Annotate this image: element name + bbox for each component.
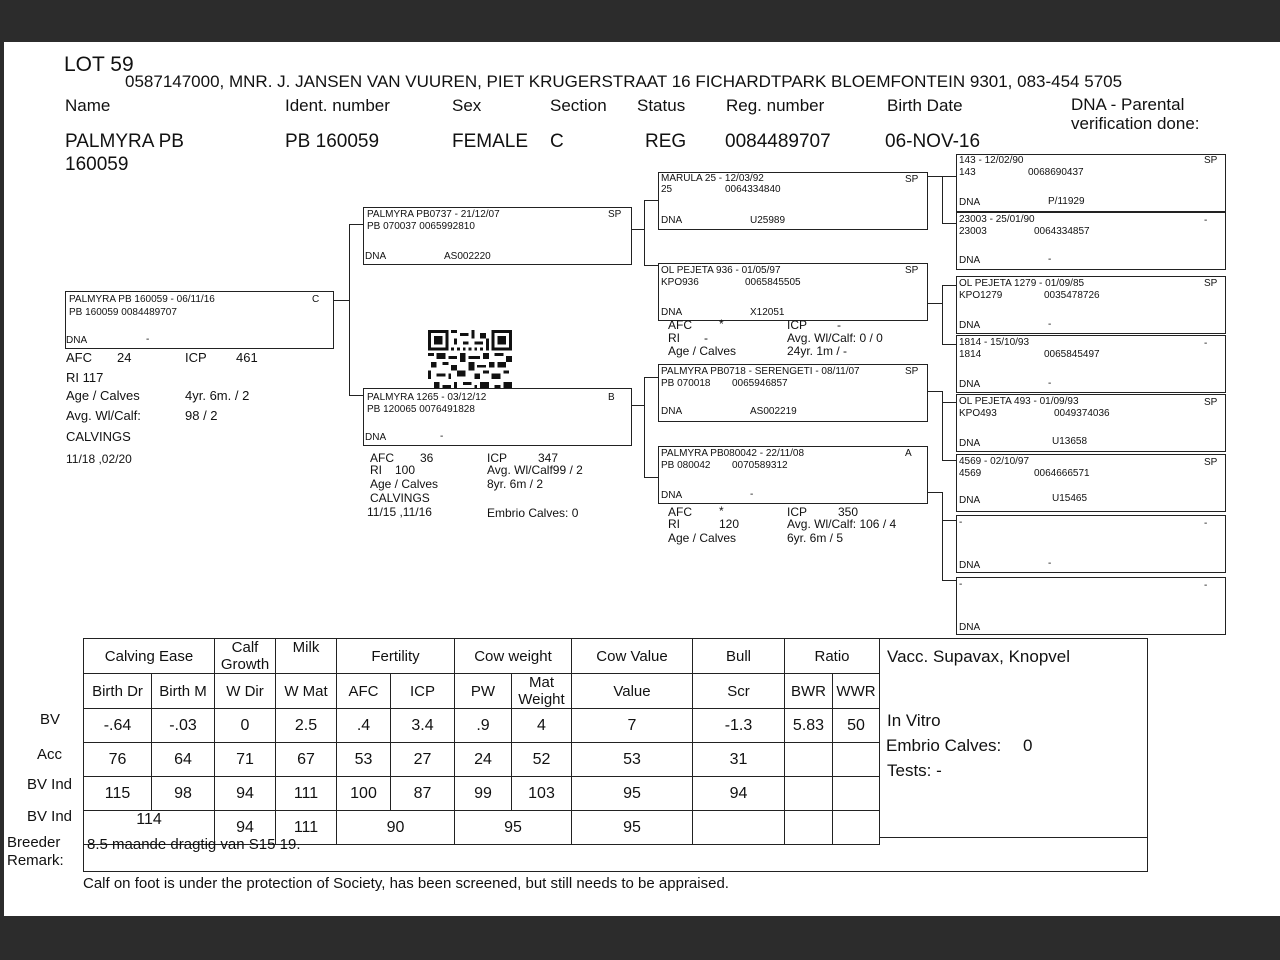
ggp-id1: 4569 <box>959 468 982 479</box>
gp-id2: 0070589312 <box>732 460 788 471</box>
ggp-id1: 23003 <box>959 226 987 237</box>
subject-calvings: 11/18 ,02/20 <box>66 452 132 466</box>
gp-grade: A <box>905 448 912 459</box>
gp4-ri: 120 <box>719 517 740 531</box>
cell: 4 <box>512 709 572 743</box>
ggp-grade: SP <box>1204 278 1218 289</box>
cell: 76 <box>84 743 152 777</box>
calf-growth-line1: Calf <box>231 639 259 656</box>
cell: 94 <box>215 777 276 811</box>
notes-panel <box>880 638 1148 838</box>
ggp-grade: - <box>1204 580 1208 591</box>
ggp-id2: 0049374036 <box>1054 408 1110 419</box>
dam-dna-label: DNA <box>365 432 387 443</box>
ggp-dna-label: DNA <box>959 495 981 506</box>
gp-id1: PB 080042 <box>661 460 711 471</box>
col-birth: Birth Date <box>887 96 963 115</box>
cell: 100 <box>337 777 391 811</box>
sire-grade: SP <box>608 209 622 220</box>
animal-sex: FEMALE <box>452 131 529 152</box>
lot-title: LOT 59 <box>64 53 134 76</box>
cell: 3.4 <box>391 709 455 743</box>
cell: 103 <box>512 777 572 811</box>
ggp-dna-label: DNA <box>959 197 981 208</box>
gp2-icp-label: ICP <box>787 318 808 332</box>
gp-dna: X12051 <box>750 307 785 318</box>
sub-afc: AFC <box>337 674 391 709</box>
remark-text: 8.5 maande dragtig van S15 19. <box>87 836 301 853</box>
gp-id1: 25 <box>661 184 673 195</box>
col-reg: Reg. number <box>726 96 825 115</box>
sub-w-dir: W Dir <box>215 674 276 709</box>
dam-grade: B <box>608 392 615 403</box>
sub-scr: Scr <box>693 674 785 709</box>
gp-title: OL PEJETA 936 - 01/05/97 <box>661 265 781 276</box>
animal-status: REG <box>645 131 687 152</box>
gp-dna-label: DNA <box>661 406 683 417</box>
cell: 115 <box>84 777 152 811</box>
subject-wl-label: Avg. Wl/Calf: <box>66 408 141 423</box>
cell: 90 <box>337 811 455 845</box>
ggp-dna-label: DNA <box>959 255 981 266</box>
gp-dna: AS002219 <box>750 406 797 417</box>
sire-dna: AS002220 <box>444 251 491 262</box>
ggp-grade: SP <box>1204 397 1218 408</box>
gp-dna: - <box>750 489 754 500</box>
ggp-dna: U13658 <box>1052 436 1088 447</box>
great-grandparent-box <box>956 154 1226 212</box>
ggp-dna-label: DNA <box>959 379 981 390</box>
cell: -.03 <box>152 709 215 743</box>
cell: 95 <box>455 811 572 845</box>
group-cow-weight: Cow weight <box>455 639 572 674</box>
sub-mat-weight <box>512 674 572 709</box>
sub-w-mat: W Mat <box>276 674 337 709</box>
sub-birth-m: Birth M <box>152 674 215 709</box>
dam-icp-label: ICP <box>487 451 508 465</box>
embrio-label: Embrio Calves: <box>886 736 1002 755</box>
ggp-id2: 0035478726 <box>1044 290 1100 301</box>
gp4-icp-label: ICP <box>787 505 808 519</box>
gp-title: MARULA 25 - 12/03/92 <box>661 173 764 184</box>
ggp-id2: 0065845497 <box>1044 349 1100 360</box>
gp2-age-label: Age / Calves <box>668 344 737 358</box>
ggp-dna: - <box>1048 254 1052 265</box>
gp-grade: SP <box>905 265 919 276</box>
ggp-title: 1814 - 15/10/93 <box>959 337 1030 348</box>
calf-growth-line2: Growth <box>220 656 270 673</box>
dam-wl: Avg. Wl/Calf99 / 2 <box>487 463 583 477</box>
ggp-title: 23003 - 25/01/90 <box>959 214 1035 225</box>
col-dna-1: DNA - Parental <box>1071 95 1185 114</box>
cell: 27 <box>391 743 455 777</box>
subject-ri: RI 117 <box>66 370 104 385</box>
vacc-text: Vacc. Supavax, Knopvel <box>887 647 1071 666</box>
cell: 94 <box>693 777 785 811</box>
cell: .4 <box>337 709 391 743</box>
remark-box <box>83 836 1148 872</box>
ggp-dna-label: DNA <box>959 438 981 449</box>
gp4-afc: * <box>719 504 724 518</box>
ggp-dna-label: DNA <box>959 622 981 633</box>
grandparent-box <box>658 446 928 504</box>
col-section: Section <box>550 96 607 115</box>
ggp-id1: KPO493 <box>959 408 997 419</box>
ggp-grade: - <box>1204 518 1208 529</box>
gp2-ri: - <box>704 331 708 345</box>
col-ident: Ident. number <box>285 96 390 115</box>
subject-icp-label: ICP <box>185 350 207 365</box>
dam-title: PALMYRA 1265 - 03/12/12 <box>367 392 487 403</box>
ggp-id1: 143 <box>959 167 976 178</box>
ggp-dna-label: DNA <box>959 320 981 331</box>
ggp-dna-label: DNA <box>959 560 981 571</box>
tests-text: Tests: - <box>887 761 942 780</box>
cell <box>833 743 880 777</box>
gp-grade: SP <box>905 174 919 185</box>
sub-wwr: WWR <box>833 674 880 709</box>
subject-dna-value: - <box>146 334 150 345</box>
animal-section: C <box>550 131 564 152</box>
group-milk: Milk <box>276 639 337 674</box>
great-grandparent-box <box>956 577 1226 635</box>
row-bv-ind <box>84 777 880 811</box>
ggp-id1: KPO1279 <box>959 290 1003 301</box>
ggp-grade: - <box>1204 215 1208 226</box>
gp-id1: KPO936 <box>661 277 699 288</box>
group-cow-value: Cow Value <box>572 639 693 674</box>
dam-age-label: Age / Calves <box>370 477 439 491</box>
animal-name-2: 160059 <box>65 154 129 175</box>
dam-ids: PB 120065 0076491828 <box>367 404 475 415</box>
great-grandparent-box <box>956 335 1226 393</box>
cell: -.64 <box>84 709 152 743</box>
gp-dna-label: DNA <box>661 307 683 318</box>
cell: 31 <box>693 743 785 777</box>
ggp-title: 4569 - 02/10/97 <box>959 456 1030 467</box>
gp-dna-label: DNA <box>661 215 683 226</box>
ggp-id2: 0064334857 <box>1034 226 1090 237</box>
gp2-wl: Avg. Wl/Calf: 0 / 0 <box>787 331 883 345</box>
gp2-icp: - <box>837 318 841 332</box>
subject-ids: PB 160059 0084489707 <box>69 307 177 318</box>
gp2-age: 24yr. 1m / - <box>787 344 848 358</box>
sub-bwr: BWR <box>785 674 833 709</box>
great-grandparent-box <box>956 394 1226 452</box>
ggp-dna: U15465 <box>1052 493 1088 504</box>
sub-pw: PW <box>455 674 512 709</box>
ggp-dna: - <box>1048 319 1052 330</box>
subject-grade: C <box>312 294 320 305</box>
gp2-afc: * <box>719 317 724 331</box>
cell: 95 <box>572 777 693 811</box>
grandparent-box <box>658 263 928 321</box>
ggp-title: - <box>959 579 963 590</box>
gp2-afc-label: AFC <box>668 318 692 332</box>
great-grandparent-box <box>956 454 1226 512</box>
group-bull: Bull <box>693 639 785 674</box>
ggp-id1: 1814 <box>959 349 982 360</box>
sire-box <box>363 207 632 265</box>
cell: 98 <box>152 777 215 811</box>
ggp-grade: SP <box>1204 457 1218 468</box>
gp-dna-label: DNA <box>661 490 683 501</box>
ggp-title: 143 - 12/02/90 <box>959 155 1024 166</box>
dam-ri: 100 <box>395 463 416 477</box>
cell <box>833 777 880 811</box>
cell: 64 <box>152 743 215 777</box>
cell: 95 <box>572 811 693 845</box>
subject-icp: 461 <box>236 350 258 365</box>
row-label-bv-ind: BV Ind <box>27 776 73 793</box>
subject-title: PALMYRA PB 160059 - 06/11/16 <box>69 294 215 305</box>
in-vitro-text: In Vitro <box>887 711 941 730</box>
remark-label-1: Breeder <box>7 834 61 851</box>
animal-reg: 0084489707 <box>725 131 831 152</box>
cell: 111 <box>276 777 337 811</box>
cell: 87 <box>391 777 455 811</box>
cell: 52 <box>512 743 572 777</box>
cell: 94 <box>215 811 276 845</box>
dam-afc: 36 <box>420 451 434 465</box>
subject-age-label: Age / Calves <box>66 388 140 403</box>
gp4-age-label: Age / Calves <box>668 531 737 545</box>
grandparent-box <box>658 364 928 422</box>
breeding-values-table <box>83 638 880 845</box>
cell: 53 <box>337 743 391 777</box>
ggp-id2: 0064666571 <box>1034 468 1090 479</box>
gp-id2: 0065845505 <box>745 277 801 288</box>
cell <box>785 743 833 777</box>
cell: 0 <box>215 709 276 743</box>
cell <box>785 777 833 811</box>
dam-embrio: Embrio Calves: 0 <box>487 506 579 520</box>
ggp-dna: - <box>1048 558 1052 569</box>
embrio-value: 0 <box>1023 736 1033 755</box>
subject-afc-label: AFC <box>66 350 92 365</box>
grandparent-box <box>658 172 928 230</box>
cell: 24 <box>455 743 512 777</box>
col-name: Name <box>65 96 111 115</box>
row-label-bv-ind-2: BV Ind <box>27 808 73 825</box>
sire-dna-label: DNA <box>365 251 387 262</box>
row-bv <box>84 709 880 743</box>
ggp-grade: SP <box>1204 155 1218 166</box>
ggp-dna: P/11929 <box>1048 196 1085 207</box>
sub-value: Value <box>572 674 693 709</box>
ggp-grade: - <box>1204 338 1208 349</box>
sub-birth-dr: Birth Dr <box>84 674 152 709</box>
cell: -1.3 <box>693 709 785 743</box>
great-grandparent-box <box>956 276 1226 334</box>
ggp-title: OL PEJETA 493 - 01/09/93 <box>959 396 1079 407</box>
row-acc <box>84 743 880 777</box>
gp-title: PALMYRA PB0718 - SERENGETI - 08/11/07 <box>661 366 860 377</box>
group-fertility: Fertility <box>337 639 455 674</box>
cell: .9 <box>455 709 512 743</box>
cell: 5.83 <box>785 709 833 743</box>
dam-afc-label: AFC <box>370 451 394 465</box>
gp2-ri-label: RI <box>668 331 680 345</box>
cell: 53 <box>572 743 693 777</box>
viewer-top-bar <box>0 0 1280 42</box>
col-status: Status <box>637 96 686 115</box>
gp4-icp: 350 <box>838 505 859 519</box>
gp4-age: 6yr. 6m / 5 <box>787 531 844 545</box>
subject-afc: 24 <box>117 350 132 365</box>
mat-line1: Mat <box>528 674 554 691</box>
sire-title: PALMYRA PB0737 - 21/12/07 <box>367 209 500 220</box>
gp4-ri-label: RI <box>668 517 680 531</box>
great-grandparent-box <box>956 515 1226 573</box>
gp-id1: PB 070018 <box>661 378 711 389</box>
dam-calvings-label: CALVINGS <box>370 491 430 505</box>
great-grandparent-box <box>956 212 1226 270</box>
mat-line2: Weight <box>518 691 565 708</box>
row-label-bv: BV <box>40 711 61 728</box>
gp-title: PALMYRA PB080042 - 22/11/08 <box>661 448 805 459</box>
gp4-wl: Avg. Wl/Calf: 106 / 4 <box>787 517 897 531</box>
dam-age: 8yr. 6m / 2 <box>487 477 544 491</box>
owner-line: 0587147000, MNR. J. JANSEN VAN VUUREN, PIET KRUGERSTRAAT 16 FICHARDTPARK BLOEMFONTEIN 9301, 083-454 5705 <box>125 72 1123 91</box>
group-calf-growth <box>215 639 276 674</box>
animal-name-1: PALMYRA PB <box>65 131 184 152</box>
gp-grade: SP <box>905 366 919 377</box>
cell: 99 <box>455 777 512 811</box>
sire-ids: PB 070037 0065992810 <box>367 221 475 232</box>
dam-box <box>363 388 632 446</box>
sub-icp: ICP <box>391 674 455 709</box>
ggp-title: - <box>959 517 963 528</box>
cell: 71 <box>215 743 276 777</box>
col-dna-2: verification done: <box>1071 114 1200 133</box>
footer-note: Calf on foot is under the protection of Society, has been screened, but still needs to be appraised. <box>83 875 729 892</box>
subject-age: 4yr. 6m. / 2 <box>185 388 250 403</box>
remark-label-2: Remark: <box>7 852 64 869</box>
subject-wl: 98 / 2 <box>185 408 218 423</box>
gp4-afc-label: AFC <box>668 505 692 519</box>
gp-dna: U25989 <box>750 215 786 226</box>
animal-birth: 06-NOV-16 <box>885 131 981 152</box>
col-sex: Sex <box>452 96 482 115</box>
cell: 2.5 <box>276 709 337 743</box>
row-label-acc: Acc <box>37 746 63 763</box>
subject-box <box>65 291 334 349</box>
animal-ident: PB 160059 <box>285 131 380 152</box>
cell: 114 <box>84 811 215 845</box>
dam-ri-label: RI <box>370 463 382 477</box>
cell: 7 <box>572 709 693 743</box>
viewer-bottom-bar <box>0 916 1280 960</box>
dam-calvings: 11/15 ,11/16 <box>367 505 432 519</box>
ggp-dna: - <box>1048 378 1052 389</box>
subject-dna-label: DNA <box>66 335 88 346</box>
dam-dna: - <box>440 431 444 442</box>
gp-id2: 0065946857 <box>732 378 788 389</box>
group-calving-ease: Calving Ease <box>84 639 215 674</box>
dam-icp: 347 <box>538 451 559 465</box>
cell: 111 <box>276 811 337 845</box>
subject-calvings-label: CALVINGS <box>66 429 131 444</box>
cell: 67 <box>276 743 337 777</box>
gp-id2: 0064334840 <box>725 184 781 195</box>
group-ratio: Ratio <box>785 639 880 674</box>
ggp-title: OL PEJETA 1279 - 01/09/85 <box>959 278 1085 289</box>
cell: 50 <box>833 709 880 743</box>
ggp-id2: 0068690437 <box>1028 167 1084 178</box>
